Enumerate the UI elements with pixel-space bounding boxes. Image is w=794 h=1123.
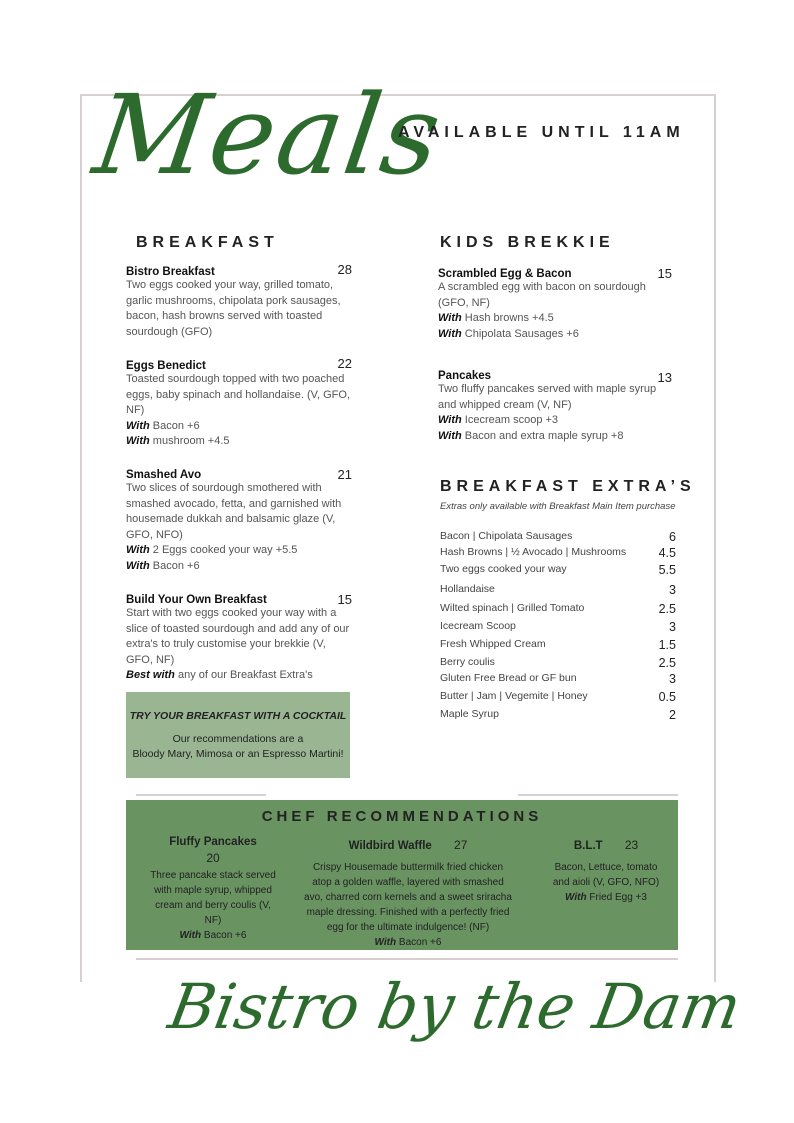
extras-row: Icecream Scoop 3 (440, 620, 676, 634)
item-name: Bistro Breakfast (126, 266, 215, 278)
menu-item-bistro-breakfast (126, 262, 352, 340)
extras-row: Butter | Jam | Vegemite | Honey 0.5 (440, 690, 676, 704)
page-title: Meals (87, 71, 450, 199)
extras-row: Berry coulis 2.5 (440, 656, 676, 670)
chef-item-fluffy-pancakes (148, 836, 278, 943)
item-name: Smashed Avo (126, 469, 202, 481)
cocktail-line-1: Our recommendations are a (172, 733, 304, 745)
menu-item-build-your-own (126, 590, 352, 684)
menu-item-scrambled-egg-bacon (438, 264, 674, 342)
item-addon: Best with any of our Breakfast Extra's (126, 669, 313, 681)
item-price: 15 (337, 592, 352, 607)
menu-item-smashed-avo (126, 465, 352, 574)
item-description: Three pancake stack served with maple syrup, whipped cream and berry coulis (V, NF) (150, 870, 276, 926)
chef-heading: CHEF RECOMMENDATIONS (261, 808, 543, 825)
extras-row: Two eggs cooked your way 5.5 (440, 563, 676, 577)
extras-row: Hash Browns | ½ Avocado | Mushrooms 4.5 (440, 546, 676, 560)
item-addon: With Fried Egg +3 (565, 892, 647, 903)
chef-item-wildbird-waffle (302, 836, 514, 950)
chef-recommendations (126, 800, 678, 950)
divider (136, 794, 266, 796)
extras-row: Bacon | Chipolata Sausages 6 (440, 530, 676, 544)
item-description: Two fluffy pancakes served with maple syrup and whipped cream (V, NF) (438, 383, 657, 411)
item-price: 27 (454, 838, 468, 852)
item-name: Pancakes (438, 370, 492, 382)
item-description: Two eggs cooked your way, grilled tomato, garlic mushrooms, chipolata pork sausages, bacon, hash browns served with toasted sourdough (GFO) (126, 279, 341, 338)
item-price: 23 (624, 838, 639, 852)
item-name: Build Your Own Breakfast (126, 594, 267, 606)
item-addon: With Bacon +6 (126, 559, 200, 572)
item-addon: With Icecream scoop +3 (438, 414, 559, 426)
item-price: 15 (657, 266, 672, 281)
item-addon: With Bacon +6 (374, 937, 442, 948)
extras-row: Fresh Whipped Cream 1.5 (440, 638, 676, 652)
cocktail-promo (126, 692, 350, 778)
menu-item-eggs-benedict (126, 356, 352, 450)
item-addon: With Bacon +6 (126, 419, 200, 432)
item-name: Fluffy Pancakes (169, 836, 257, 848)
extras-row: Hollandaise 3 (440, 583, 676, 597)
extras-row: Maple Syrup 2 (440, 708, 676, 722)
item-price: 28 (337, 262, 352, 277)
frame-left-line (80, 94, 82, 982)
extras-row: Wilted spinach | Grilled Tomato 2.5 (440, 602, 676, 616)
item-addon: With Chipolata Sausages +6 (438, 327, 579, 340)
cocktail-line-2: Bloody Mary, Mimosa or an Espresso Martini! (132, 748, 344, 760)
item-name: Eggs Benedict (126, 360, 206, 372)
extras-note: Extras only available with Breakfast Main Item purchase (440, 501, 676, 512)
item-name: Scrambled Egg & Bacon (438, 268, 572, 280)
item-addon: With Hash browns +4.5 (438, 312, 554, 324)
item-description: A scrambled egg with bacon on sourdough (GFO, NF) (438, 281, 646, 309)
item-addon: With mushroom +4.5 (126, 435, 230, 447)
item-price: 20 (206, 851, 220, 865)
item-addon: With Bacon and extra maple syrup +8 (438, 429, 624, 442)
item-price: 21 (337, 467, 352, 482)
menu-item-kids-pancakes (438, 366, 674, 444)
availability-note: AVAILABLE UNTIL 11AM (398, 124, 685, 141)
chef-item-blt (550, 836, 662, 905)
item-price: 22 (337, 356, 352, 371)
extras-row: Gluten Free Bread or GF bun 3 (440, 672, 676, 686)
kids-heading: KIDS BREKKIE (440, 234, 615, 251)
item-name: Wildbird Waffle (348, 840, 432, 852)
item-addon: With 2 Eggs cooked your way +5.5 (126, 544, 298, 556)
item-price: 13 (657, 370, 672, 385)
item-addon: With Bacon +6 (179, 930, 247, 941)
item-description: Crispy Housemade buttermilk fried chicken atop a golden waffle, layered with smashed avo, charred corn kernels and a sweet sriracha maple dressing. Finished with a perfectly fried egg for the ultimate indulgence! (NF) (304, 862, 512, 933)
brand-logo: Bistro by the Dam (163, 970, 747, 1043)
item-description: Two slices of sourdough smothered with smashed avocado, fetta, and garnished with housemade dukkah and balsamic glaze (V, GFO, NFO) (126, 482, 342, 541)
frame-right-line (714, 94, 716, 982)
item-name: B.L.T (573, 840, 603, 852)
extras-heading: BREAKFAST EXTRA’S (440, 478, 696, 495)
divider (136, 958, 678, 960)
item-description: Toasted sourdough topped with two poached eggs, baby spinach and hollandaise. (V, GFO, NF) (126, 373, 351, 416)
item-description: Start with two eggs cooked your way with a slice of toasted sourdough and add any of our extra's to truly customise your brekkie (V, GFO, NF) (126, 607, 350, 666)
divider (518, 794, 678, 796)
item-description: Bacon, Lettuce, tomato and aioli (V, GFO, NFO) (552, 862, 660, 888)
breakfast-heading: BREAKFAST (136, 234, 279, 251)
cocktail-title: TRY YOUR BREAKFAST WITH A COCKTAIL (129, 710, 347, 722)
